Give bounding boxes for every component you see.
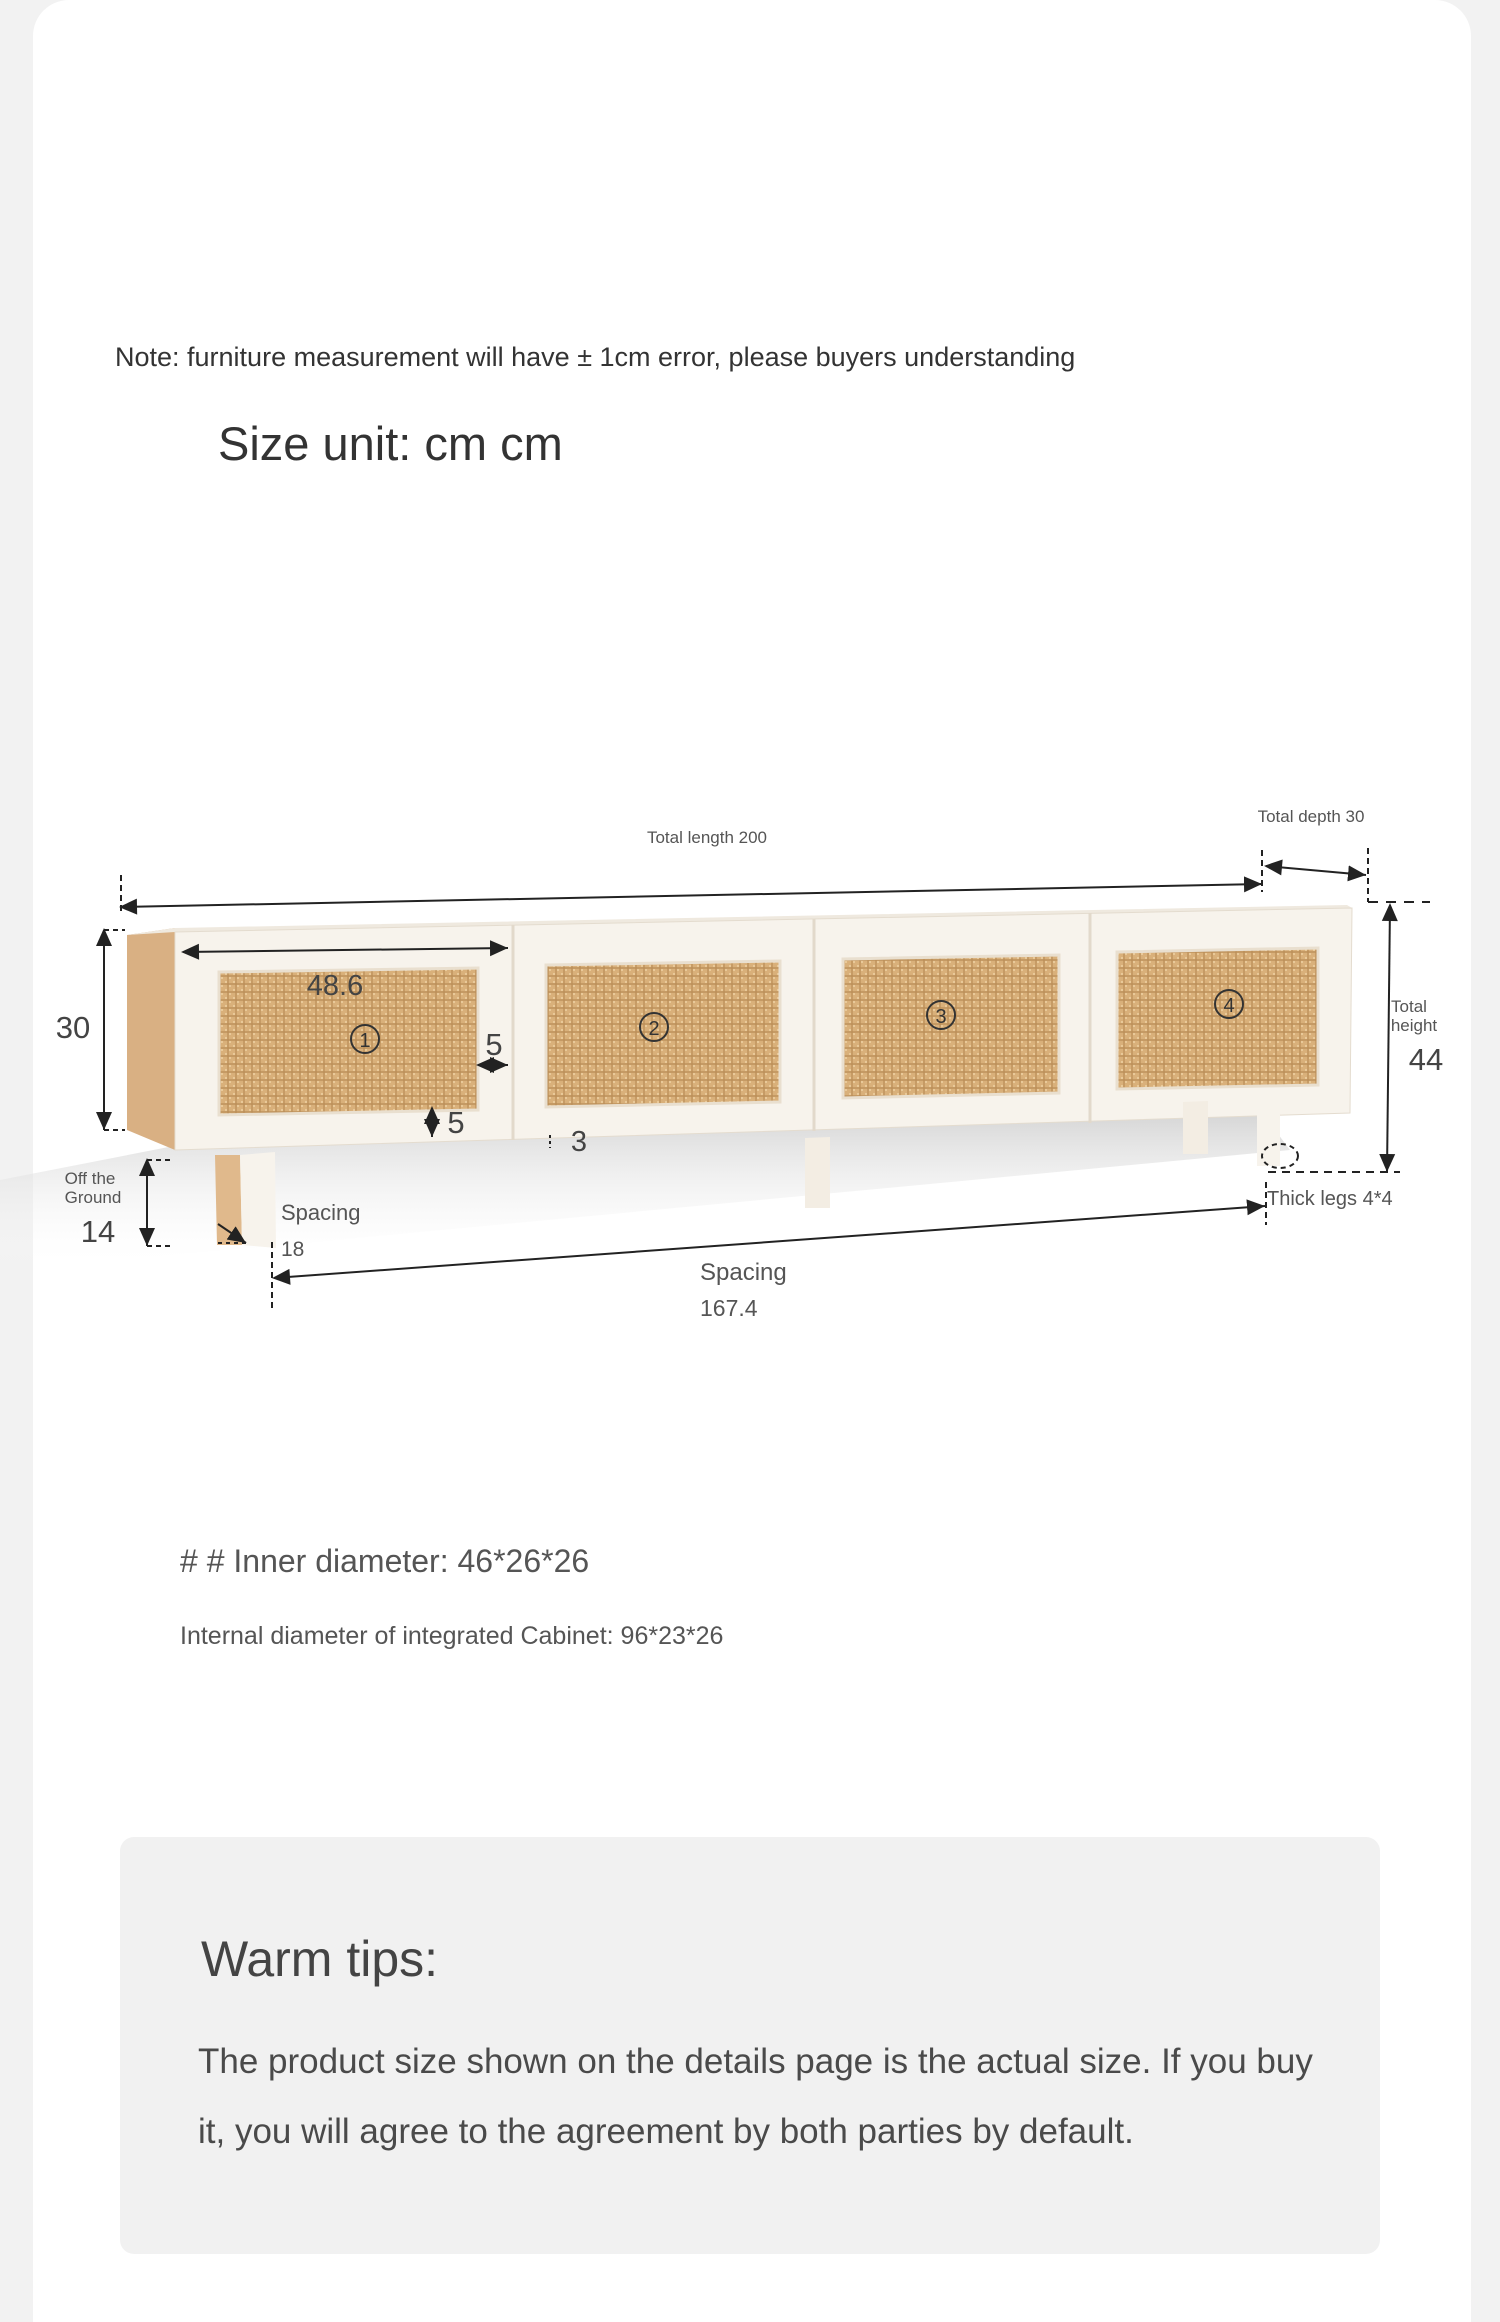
measurement-note: Note: furniture measurement will have ± 1cm error, please buyers understanding: [115, 342, 1076, 372]
frame-side-label: 5: [485, 1027, 503, 1062]
cabinet-diameter-text: Internal diameter of integrated Cabinet: 96*23*26: [180, 1622, 724, 1650]
door-number: 4: [1223, 995, 1235, 1017]
off-ground-label-line2: Ground: [64, 1188, 122, 1207]
size-unit-heading: Size unit: cm cm: [218, 417, 563, 470]
spacing-large-label: Spacing: [700, 1259, 787, 1286]
thick-legs-label: Thick legs 4*4: [1267, 1188, 1393, 1210]
door-gap-label: 3: [570, 1126, 588, 1158]
warm-tips-body: The product size shown on the details page is the actual size. If you buy it, you will agree to the agreement by both parties by default.: [198, 2042, 1313, 2151]
door-number: 3: [935, 1006, 947, 1028]
total-height-label-line1: Total: [1391, 997, 1427, 1016]
total-depth-label: Total depth 30: [1257, 807, 1365, 826]
tv-cabinet-diagram: [0, 780, 1500, 1340]
door-number: 2: [648, 1018, 660, 1040]
spacing-small-label: Spacing: [281, 1200, 361, 1225]
spacing-small-value: 18: [281, 1238, 305, 1261]
warm-tips-title: Warm tips:: [201, 1931, 439, 1987]
frame-bottom-label: 5: [447, 1105, 465, 1140]
door-width-label: 48.6: [306, 970, 364, 1002]
total-height-label-line2: height: [1390, 1016, 1438, 1035]
off-ground-label-line1: Off the: [64, 1169, 116, 1188]
warm-tips-box: [120, 1837, 1380, 2254]
spacing-large-value: 167.4: [700, 1295, 758, 1321]
inner-diameter-text: # # Inner diameter: 46*26*26: [180, 1543, 590, 1579]
off-ground-value: 14: [80, 1214, 116, 1249]
total-length-label: Total length 200: [646, 828, 768, 847]
total-height-value: 44: [1408, 1042, 1444, 1077]
cabinet-height-label: 30: [55, 1010, 91, 1045]
door-number: 1: [359, 1030, 371, 1052]
